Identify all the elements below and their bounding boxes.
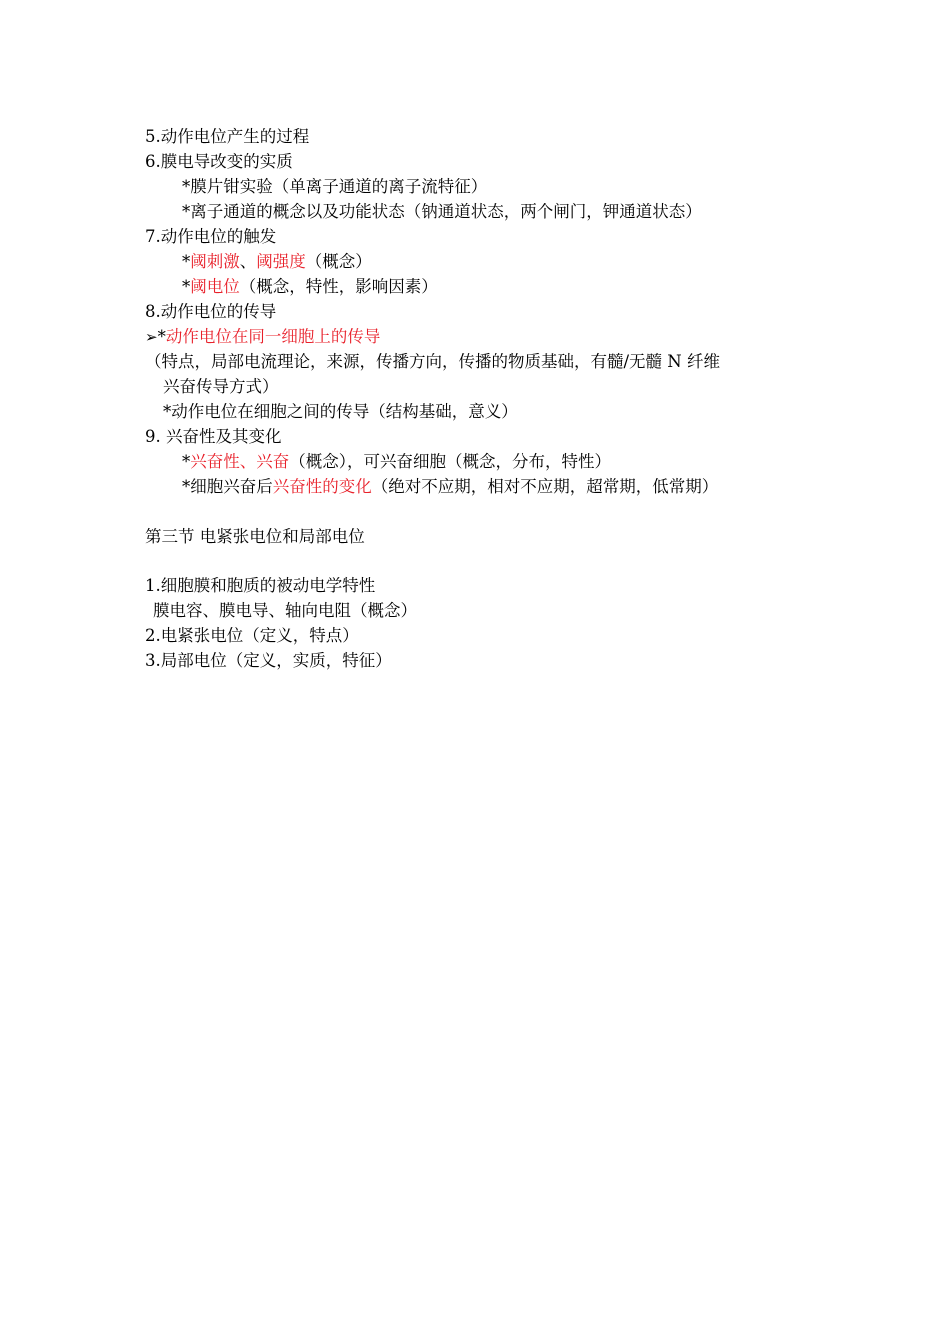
sub-item-excitability [182, 450, 611, 474]
highlight-text: 动作电位在同一细胞上的传导 [165, 327, 381, 346]
sub-item-conduction-details: （特点，局部电流理论，来源，传播方向，传播的物质基础，有髓/无髓 N 纤维 [145, 352, 720, 371]
bullet-item-conduction [145, 325, 380, 349]
heading-item-7: 7.动作电位的触发 [145, 227, 277, 246]
highlight-text: 阈刺激 [190, 252, 240, 271]
heading-item-1: 1.细胞膜和胞质的被动电学特性 [145, 576, 376, 595]
sub-item-ion-channel: *离子通道的概念以及功能状态（钠通道状态，两个闸门，钾通道状态） [182, 202, 702, 221]
separator: 、 [239, 252, 257, 271]
asterisk: * [182, 452, 191, 471]
note-text: （概念，特性，影响因素） [239, 277, 438, 296]
section-title: 第三节 电紧张电位和局部电位 [145, 527, 365, 546]
heading-item-9: 9. 兴奋性及其变化 [145, 427, 282, 446]
highlight-text: 兴奋性的变化 [272, 477, 372, 496]
sub-item-conduction-mode: 兴奋传导方式） [163, 377, 279, 396]
heading-item-5: 5.动作电位产生的过程 [145, 127, 310, 146]
heading-item-3: 3.局部电位（定义，实质，特征） [145, 651, 392, 670]
note-text: （绝对不应期，相对不应期，超常期，低常期） [371, 477, 719, 496]
heading-item-8: 8.动作电位的传导 [145, 302, 277, 321]
asterisk: * [157, 327, 166, 346]
highlight-text: 兴奋性、兴奋 [190, 452, 290, 471]
lead-text: *细胞兴奋后 [182, 477, 273, 496]
sub-item-passive-properties: 膜电容、膜电导、轴向电阻（概念） [153, 601, 417, 620]
asterisk: * [182, 252, 191, 271]
sub-item-threshold-potential [182, 275, 438, 299]
arrow-bullet-icon: ➢ [145, 328, 158, 346]
sub-item-patch-clamp: *膜片钳实验（单离子通道的离子流特征） [182, 177, 488, 196]
note-text: （概念），可兴奋细胞（概念，分布，特性） [289, 452, 611, 471]
sub-item-threshold-stimulus [182, 250, 372, 274]
highlight-text: 阈强度 [256, 252, 306, 271]
heading-item-2: 2.电紧张电位（定义，特点） [145, 626, 359, 645]
sub-item-excitability-change [182, 475, 718, 499]
highlight-text: 阈电位 [190, 277, 240, 296]
heading-item-6: 6.膜电导改变的实质 [145, 152, 293, 171]
note-text: （概念） [305, 252, 372, 271]
asterisk: * [182, 277, 191, 296]
sub-item-intercellular: *动作电位在细胞之间的传导（结构基础，意义） [163, 402, 518, 421]
